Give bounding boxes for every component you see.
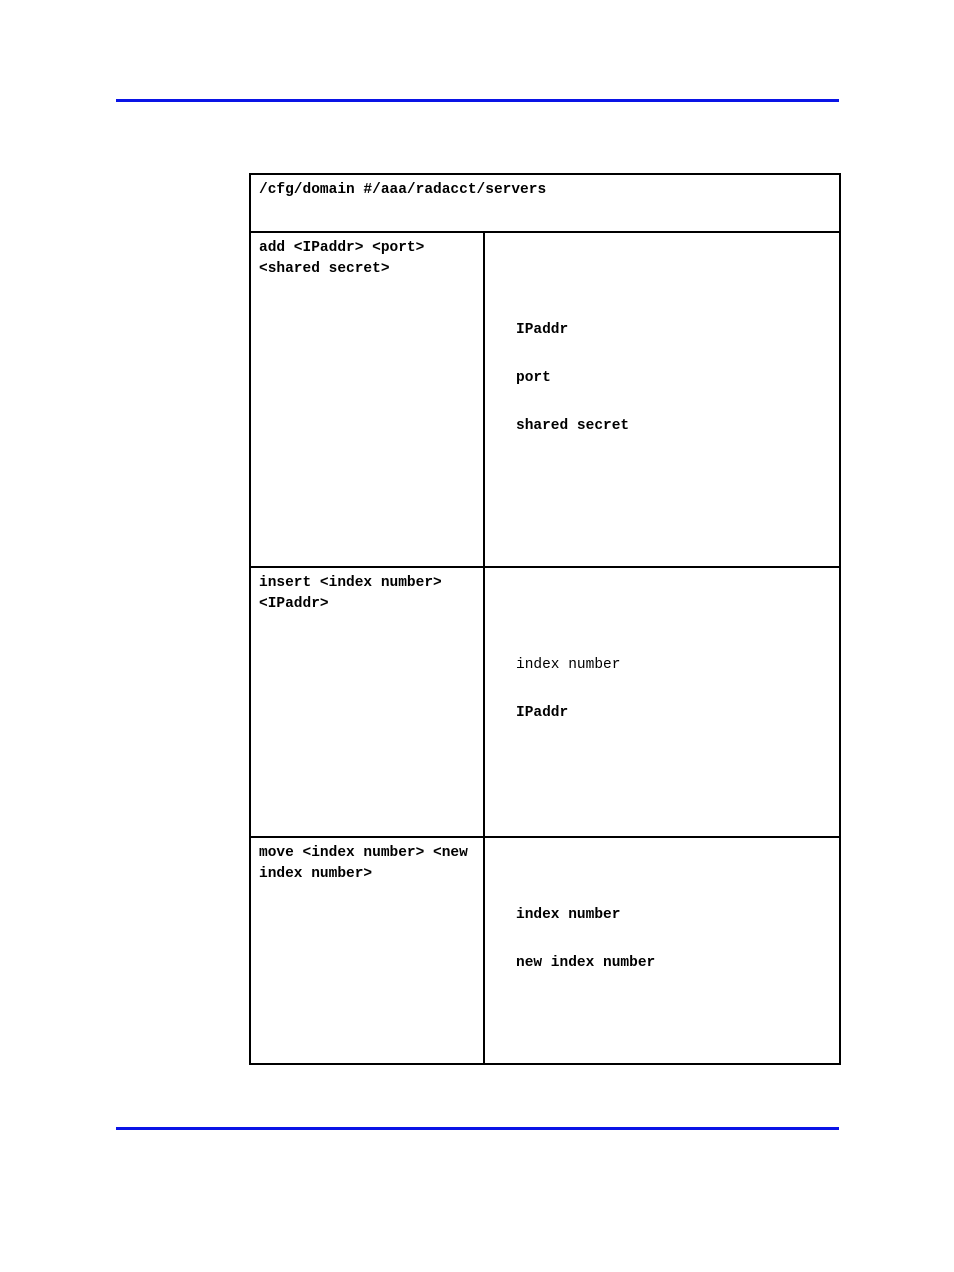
param-index-number: index number [516,907,621,923]
table-row [250,567,840,837]
command-cell [250,837,484,1064]
command-cell [250,232,484,567]
table-row [250,837,840,1064]
param-new-index-number: new index number [516,955,656,971]
table-header-row [250,174,840,232]
param-ipaddr: IPaddr [516,705,569,721]
footer-rule [116,1127,839,1130]
param-ipaddr: IPaddr [516,322,569,338]
command-cell [250,567,484,837]
command-syntax-add: add <IPaddr> <port> <shared secret> [259,240,425,277]
param-index-number: index number [516,657,621,673]
table-row [250,232,840,567]
menu-path: /cfg/domain #/aaa/radacct/servers [259,182,547,198]
command-syntax-insert: insert <index number> <IPaddr> [259,575,442,612]
description-cell [484,232,840,567]
param-port: port [516,370,551,386]
menu-path-cell [250,174,840,232]
header-rule [116,99,839,102]
description-cell [484,837,840,1064]
param-shared-secret: shared secret [516,418,630,434]
command-syntax-move: move <index number> <new index number> [259,845,468,882]
description-cell [484,567,840,837]
command-table [249,173,841,1065]
